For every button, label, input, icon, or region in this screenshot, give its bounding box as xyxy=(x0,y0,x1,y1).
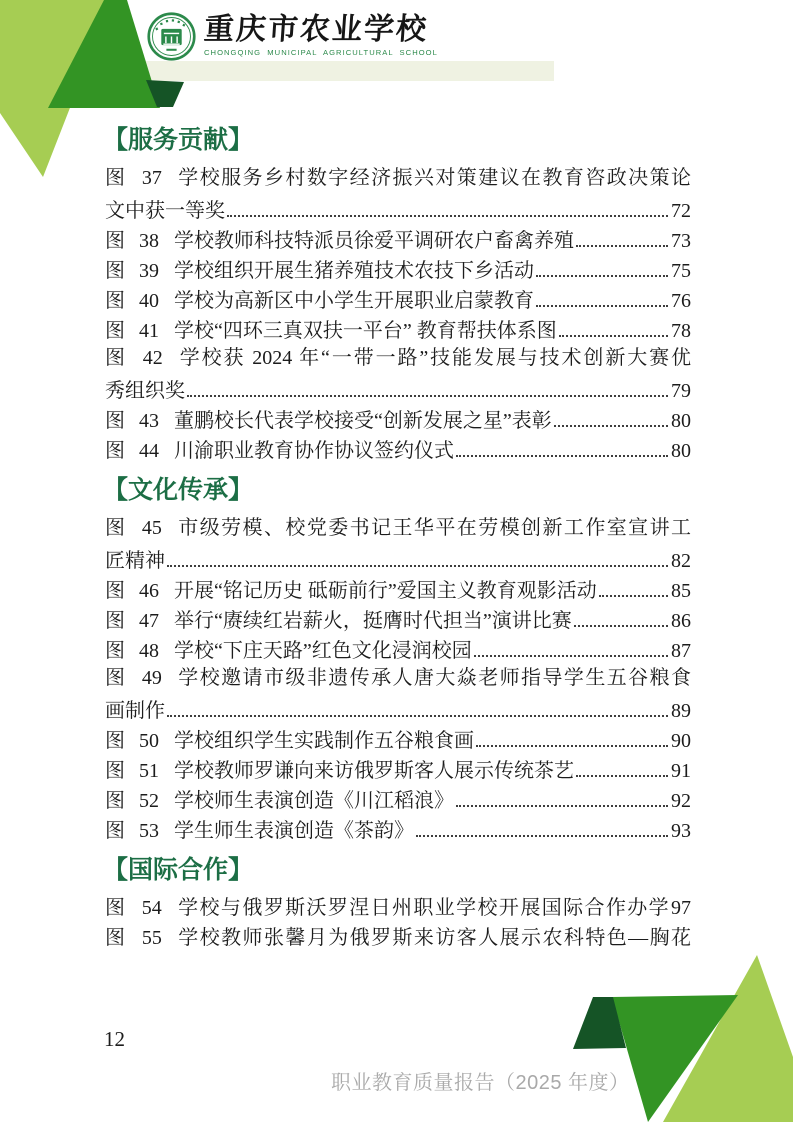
figure-label: 图 46 xyxy=(105,580,159,602)
leader-dots xyxy=(187,395,668,397)
entry-title: 开展“铭记历史 砥砺前行”爱国主义教育观影活动 xyxy=(174,580,597,602)
entry-title: 画制作 xyxy=(105,700,165,722)
entry-title: 学校组织学生实践制作五谷粮食画 xyxy=(174,730,474,752)
school-name-zh: 重庆市农业学校 xyxy=(202,12,430,47)
figure-label: 图 41 xyxy=(105,320,159,342)
page-ref: 97 xyxy=(671,897,691,919)
leader-dots xyxy=(599,595,668,597)
entry-title: 匠精神 xyxy=(105,550,165,572)
entry-title: 举行“赓续红岩薪火，挺膺时代担当”演讲比赛 xyxy=(174,610,572,632)
page-ref: 76 xyxy=(671,290,691,312)
toc-entry-fig50[interactable] xyxy=(105,723,691,753)
entry-title: 学校教师张馨月为俄罗斯来访客人展示农科特色—胸花 xyxy=(176,927,691,949)
page-ref: 80 xyxy=(671,410,691,432)
entry-title: 学校邀请市级非遗传承人唐大焱老师指导学生五谷粮食 xyxy=(176,667,691,689)
page-ref: 86 xyxy=(671,610,691,632)
toc-entry-fig47[interactable] xyxy=(105,603,691,633)
figure-label: 图 40 xyxy=(105,290,159,312)
page-ref: 72 xyxy=(671,200,691,222)
figure-label: 图 51 xyxy=(105,760,159,782)
toc-entry-fig39[interactable] xyxy=(105,253,691,283)
entry-title: 秀组织奖 xyxy=(105,380,185,402)
page-ref: 90 xyxy=(671,730,691,752)
school-seal-icon xyxy=(147,12,196,61)
entry-title: 学校师生表演创造《川江稻浪》 xyxy=(174,790,454,812)
entry-title: 学校“四环三真双扶一平台” 教育帮扶体系图 xyxy=(174,320,557,342)
toc-entry-fig42[interactable] xyxy=(105,343,691,373)
corner-decoration-bottom-right xyxy=(553,955,793,1122)
leader-dots xyxy=(456,805,668,807)
leader-dots xyxy=(227,215,668,217)
figure-label: 图 39 xyxy=(105,260,159,282)
section-title-international: 【国际合作】 xyxy=(103,856,254,884)
figure-label: 图 54 xyxy=(105,897,162,919)
figure-label: 图 45 xyxy=(105,517,162,539)
page-ref: 79 xyxy=(671,380,691,402)
figure-label: 图 42 xyxy=(105,347,163,369)
page-number: 12 xyxy=(104,1027,125,1051)
leader-dots xyxy=(554,425,668,427)
toc-entry-fig37-cont[interactable] xyxy=(105,193,691,223)
figure-label: 图 47 xyxy=(105,610,159,632)
page-ref: 93 xyxy=(671,820,691,842)
entry-title: 学校“下庄天路”红色文化浸润校园 xyxy=(174,640,472,662)
entry-title: 学校教师科技特派员徐爱平调研农户畜禽养殖 xyxy=(174,230,574,252)
section-title-service: 【服务贡献】 xyxy=(103,126,254,154)
toc-entry-fig48[interactable] xyxy=(105,633,691,663)
figure-label: 图 49 xyxy=(105,667,162,689)
toc-entry-fig40[interactable] xyxy=(105,283,691,313)
page-ref: 75 xyxy=(671,260,691,282)
figure-label: 图 55 xyxy=(105,927,162,949)
school-logo xyxy=(147,12,438,61)
entry-title: 市级劳模、校党委书记王华平在劳模创新工作室宣讲工 xyxy=(176,517,691,539)
figure-label: 图 38 xyxy=(105,230,159,252)
page-ref: 82 xyxy=(671,550,691,572)
page-ref: 91 xyxy=(671,760,691,782)
toc xyxy=(105,126,691,953)
page-ref: 80 xyxy=(671,440,691,462)
entry-title: 学校组织开展生猪养殖技术农技下乡活动 xyxy=(174,260,534,282)
figure-label: 图 52 xyxy=(105,790,159,812)
page-ref: 89 xyxy=(671,700,691,722)
leader-dots xyxy=(456,455,668,457)
leader-dots xyxy=(476,745,668,747)
header-band xyxy=(140,61,554,81)
entry-title: 董鹏校长代表学校接受“创新发展之星”表彰 xyxy=(174,410,552,432)
entry-title: 学校获 2024 年“一带一路”技能发展与技术创新大赛优 xyxy=(177,347,691,369)
toc-entry-fig49[interactable] xyxy=(105,663,691,693)
leader-dots xyxy=(576,775,668,777)
figure-label: 图 53 xyxy=(105,820,159,842)
school-name-en: CHONGQING MUNICIPAL AGRICULTURAL SCHOOL xyxy=(204,48,438,57)
toc-entry-fig44[interactable] xyxy=(105,433,691,463)
leader-dots xyxy=(474,655,668,657)
leader-dots xyxy=(559,335,668,337)
page-ref: 78 xyxy=(671,320,691,342)
leader-dots xyxy=(536,275,668,277)
toc-entry-fig51[interactable] xyxy=(105,753,691,783)
toc-entry-fig55[interactable] xyxy=(105,923,691,953)
toc-entry-fig52[interactable] xyxy=(105,783,691,813)
figure-label: 图 48 xyxy=(105,640,159,662)
entry-title: 学校与俄罗斯沃罗涅日州职业学校开展国际合作办学 xyxy=(176,897,671,919)
toc-entry-fig42-cont[interactable] xyxy=(105,373,691,403)
entry-title: 学校教师罗谦向来访俄罗斯客人展示传统茶艺 xyxy=(174,760,574,782)
toc-entry-fig43[interactable] xyxy=(105,403,691,433)
page-ref: 73 xyxy=(671,230,691,252)
entry-title: 学生师生表演创造《茶韵》 xyxy=(174,820,414,842)
toc-entry-fig53[interactable] xyxy=(105,813,691,843)
leader-dots xyxy=(576,245,668,247)
toc-entry-fig45[interactable] xyxy=(105,513,691,543)
page-ref: 87 xyxy=(671,640,691,662)
section-title-culture: 【文化传承】 xyxy=(103,476,254,504)
page-ref: 85 xyxy=(671,580,691,602)
toc-entry-fig54[interactable] xyxy=(105,893,691,923)
toc-entry-fig46[interactable] xyxy=(105,573,691,603)
entry-title: 文中获一等奖 xyxy=(105,200,225,222)
school-name-block xyxy=(204,12,438,57)
entry-title: 川渝职业教育协作协议签约仪式 xyxy=(174,440,454,462)
leader-dots xyxy=(167,565,668,567)
report-footer-title: 职业教育质量报告（2025 年度） xyxy=(331,1072,630,1094)
figure-label: 图 37 xyxy=(105,167,162,189)
leader-dots xyxy=(536,305,668,307)
toc-entry-fig45-cont[interactable] xyxy=(105,543,691,573)
figure-label: 图 44 xyxy=(105,440,159,462)
toc-entry-fig38[interactable] xyxy=(105,223,691,253)
toc-entry-fig41[interactable] xyxy=(105,313,691,343)
page-ref: 92 xyxy=(671,790,691,812)
leader-dots xyxy=(416,835,668,837)
figure-label: 图 50 xyxy=(105,730,159,752)
entry-title: 学校服务乡村数字经济振兴对策建议在教育咨政决策论 xyxy=(176,167,691,189)
toc-entry-fig49-cont[interactable] xyxy=(105,693,691,723)
figure-label: 图 43 xyxy=(105,410,159,432)
leader-dots xyxy=(574,625,668,627)
leader-dots xyxy=(167,715,668,717)
entry-title: 学校为高新区中小学生开展职业启蒙教育 xyxy=(174,290,534,312)
